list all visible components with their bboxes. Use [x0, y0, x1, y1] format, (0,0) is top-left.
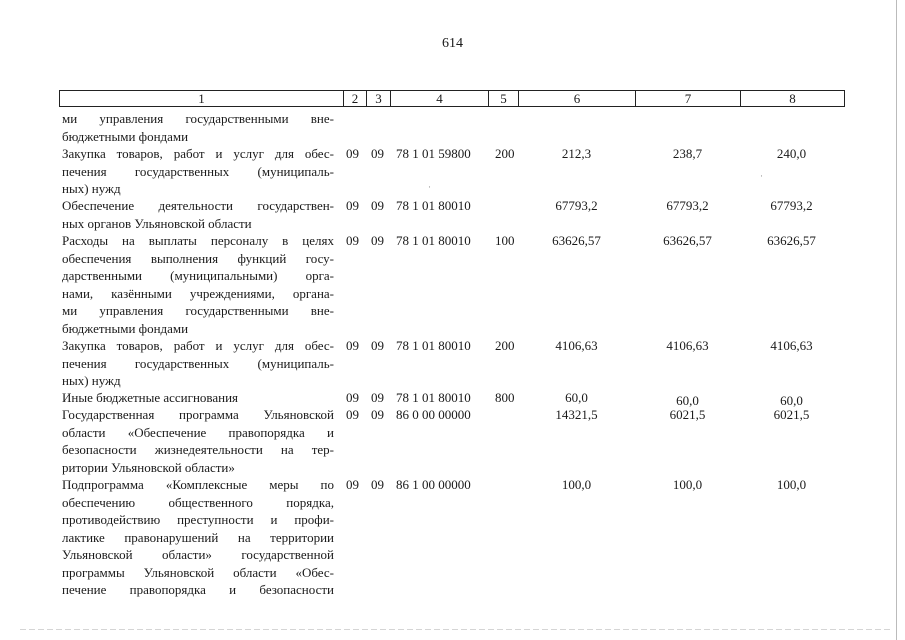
page-number: 614 — [442, 36, 463, 51]
description-line: противодействию преступности и профи- — [62, 512, 334, 527]
cell-subsection: 09 — [371, 338, 384, 353]
cell-amount-col6: 14321,5 — [555, 407, 598, 422]
scan-edge — [896, 0, 897, 640]
cell-subsection: 09 — [371, 233, 384, 248]
description-line: лактике правонарушений на территории — [62, 529, 334, 545]
cell-description — [62, 197, 334, 232]
cell-description — [62, 389, 334, 407]
cell-expense-type: 100 — [495, 233, 515, 248]
description-line: программы Ульяновской области «Обес- — [62, 564, 334, 580]
description-line: области «Обеспечение правопорядка и — [62, 424, 334, 440]
description-line: ми управления государственными вне- — [62, 303, 334, 318]
description-line: печения государственных (муниципаль- — [62, 163, 334, 179]
description-line: бюджетными фондами — [62, 128, 189, 144]
description-line: печение правопорядка и безопасности — [62, 582, 334, 597]
description-line: Государственная программа Ульяновской — [62, 407, 334, 422]
description-line: Подпрограмма «Комплексные меры по — [62, 477, 334, 492]
cell-amount-col8: 240,0 — [776, 146, 807, 161]
description-line: Закупка товаров, работ и услуг для обес- — [62, 146, 334, 161]
cell-amount-col6: 4106,63 — [555, 338, 598, 353]
description-line: ных органов Ульяновской области — [62, 215, 252, 231]
cell-description — [62, 145, 334, 198]
description-line: ных) нужд — [62, 181, 121, 196]
cell-description — [62, 232, 334, 337]
description-line: обеспечения выполнения функций госу- — [62, 250, 334, 266]
column-header-5: 5 — [489, 91, 519, 106]
cell-subsection: 09 — [371, 477, 384, 492]
description-line: печения государственных (муниципаль- — [62, 355, 334, 371]
cell-amount-col7: 67793,2 — [666, 198, 709, 213]
cell-amount-col7: 4106,63 — [666, 338, 709, 353]
cell-amount-col7: 100,0 — [672, 477, 703, 492]
description-line: Иные бюджетные ассигнования — [62, 390, 239, 405]
table-header — [59, 90, 845, 107]
cell-section: 09 — [346, 407, 359, 422]
cell-target-article: 78 1 01 59800 — [396, 146, 471, 161]
cell-subsection: 09 — [371, 407, 384, 422]
cell-subsection: 09 — [371, 390, 384, 405]
description-line: нами, казёнными учреждениями, органа- — [62, 285, 334, 301]
scan-speck: · — [760, 171, 763, 181]
cell-target-article: 86 0 00 00000 — [396, 407, 471, 422]
cell-target-article: 86 1 00 00000 — [396, 477, 471, 492]
cell-section: 09 — [346, 198, 359, 213]
cell-amount-col6: 100,0 — [561, 477, 592, 492]
cell-target-article: 78 1 01 80010 — [396, 198, 471, 213]
cell-description — [62, 110, 334, 145]
description-line: ных) нужд — [62, 373, 121, 388]
cell-section: 09 — [346, 233, 359, 248]
description-line: Ульяновской области» государственной — [62, 547, 334, 562]
description-line: Обеспечение деятельности государствен- — [62, 198, 334, 213]
description-line: Расходы на выплаты персоналу в целях — [62, 233, 334, 248]
cell-section: 09 — [346, 146, 359, 161]
column-header-8: 8 — [789, 91, 796, 106]
cell-description — [62, 476, 334, 599]
description-line: обеспечению общественного порядка, — [62, 494, 334, 510]
column-header-4: 4 — [391, 91, 489, 106]
cell-description — [62, 406, 334, 476]
column-header-1: 1 — [60, 91, 344, 106]
cell-expense-type: 800 — [495, 390, 515, 405]
cell-section: 09 — [346, 338, 359, 353]
cell-target-article: 78 1 01 80010 — [396, 390, 471, 405]
cell-target-article: 78 1 01 80010 — [396, 233, 471, 248]
cell-amount-col7: 60,0 — [676, 393, 699, 408]
cell-target-article: 78 1 01 80010 — [396, 338, 471, 353]
cell-amount-col6: 63626,57 — [552, 233, 601, 248]
cell-amount-col6: 60,0 — [565, 390, 588, 405]
cell-amount-col7: 6021,5 — [669, 407, 706, 422]
cell-section: 09 — [346, 390, 359, 405]
cell-amount-col7: 238,7 — [672, 146, 703, 161]
column-header-7: 7 — [636, 91, 741, 106]
description-line: Закупка товаров, работ и услуг для обес- — [62, 338, 334, 353]
scan-edge — [20, 629, 890, 630]
description-line: бюджетными фондами — [62, 320, 189, 336]
cell-section: 09 — [346, 477, 359, 492]
description-line: безопасности жизнедеятельности на тер- — [62, 442, 334, 457]
scan-speck: · — [428, 182, 431, 192]
description-line: дарственными (муниципальными) орга- — [62, 268, 334, 283]
cell-expense-type: 200 — [495, 146, 515, 161]
cell-amount-col8: 100,0 — [776, 477, 807, 492]
cell-expense-type: 200 — [495, 338, 515, 353]
column-header-3: 3 — [367, 91, 391, 106]
description-line: ми управления государственными вне- — [62, 111, 334, 126]
cell-description — [62, 337, 334, 390]
cell-amount-col6: 67793,2 — [555, 198, 598, 213]
cell-amount-col8: 60,0 — [780, 393, 803, 408]
description-line: ритории Ульяновской области» — [62, 459, 235, 475]
column-header-6: 6 — [519, 91, 636, 106]
cell-amount-col8: 4106,63 — [770, 338, 813, 353]
column-header-2: 2 — [344, 91, 367, 106]
cell-amount-col8: 67793,2 — [770, 198, 813, 213]
cell-subsection: 09 — [371, 198, 384, 213]
cell-amount-col8: 6021,5 — [773, 407, 810, 422]
cell-amount-col7: 63626,57 — [663, 233, 712, 248]
cell-amount-col8: 63626,57 — [767, 233, 816, 248]
cell-subsection: 09 — [371, 146, 384, 161]
cell-amount-col6: 212,3 — [561, 146, 592, 161]
